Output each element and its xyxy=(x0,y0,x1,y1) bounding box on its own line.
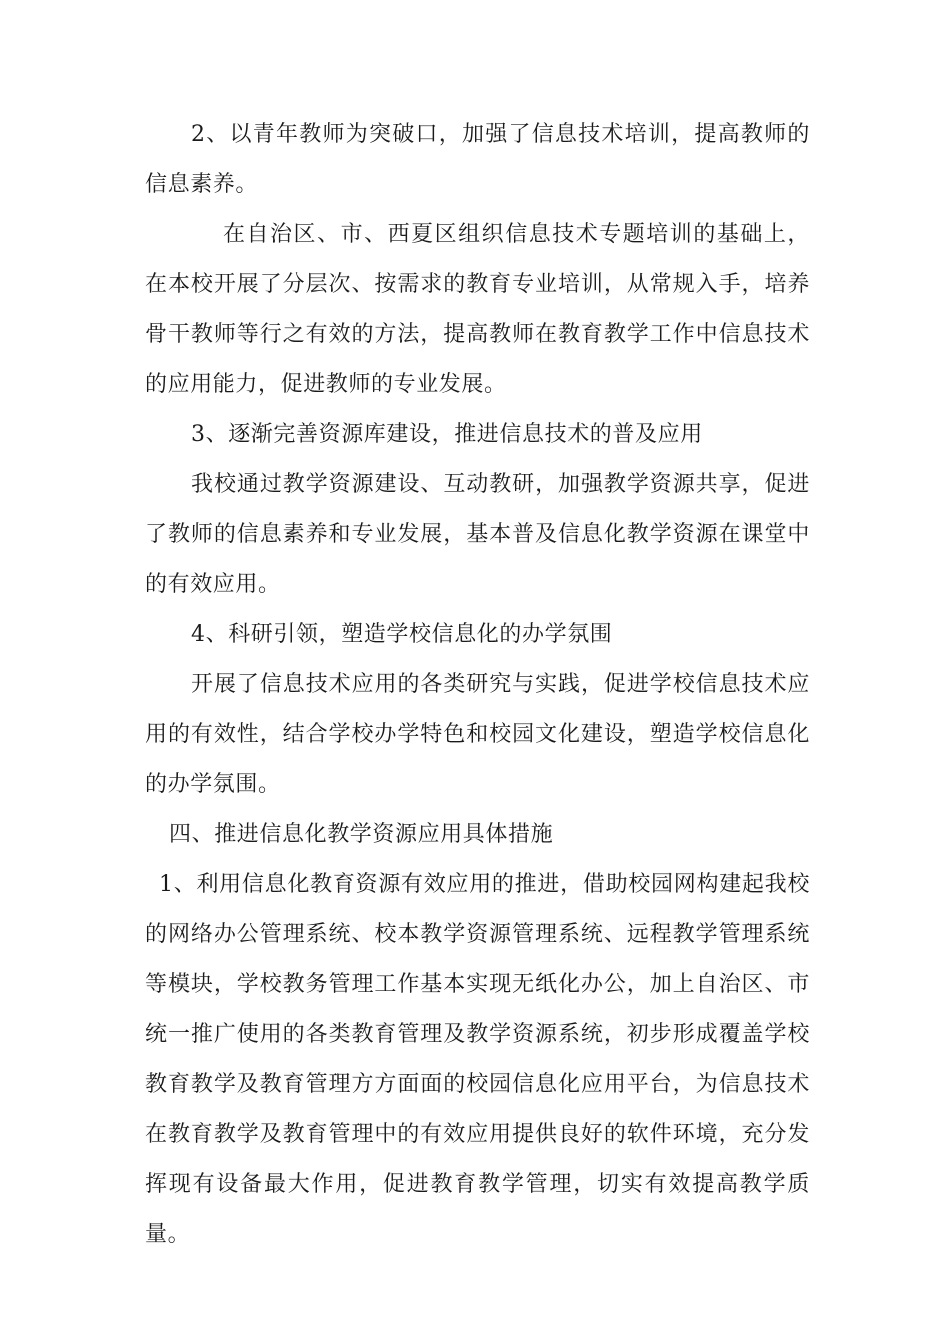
paragraph-resource-library-body: 我校通过教学资源建设、互动教研，加强教学资源共享，促进了教师的信息素养和专业发展，基本普及信息化教学资源在课堂中的有效应用。 xyxy=(145,472,810,597)
paragraph-resource-library-heading: 3、逐渐完善资源库建设，推进信息技术的普及应用 xyxy=(191,422,703,447)
paragraph-measure-one: 1、利用信息化教育资源有效应用的推进，借助校园网构建起我校的网络办公管理系统、校本教学资源管理系统、远程教学管理系统等模块，学校教务管理工作基本实现无纸化办公，加上自治区、市统一推广使用的各类教育管理及教学资源系统，初步形成覆盖学校教育教学及教育管理方方面面的校园信息化应用平台，为信息技术在教育教学及教育管理中的有效应用提供良好的软件环境，充分发挥现有设备最大作用，促进教育教学管理，切实有效提高教学质量。 xyxy=(145,872,810,1247)
paragraph-teacher-training-heading: 2、以青年教师为突破口，加强了信息技术培训，提高教师的信息素养。 xyxy=(145,122,810,197)
document-body xyxy=(145,110,810,1260)
paragraph-research-heading: 4、科研引领，塑造学校信息化的办学氛围 xyxy=(191,622,613,647)
section-four-heading: 四、推进信息化教学资源应用具体措施 xyxy=(169,822,554,847)
paragraph-teacher-training-body: 在自治区、市、西夏区组织信息技术专题培训的基础上，在本校开展了分层次、按需求的教育专业培训，从常规入手，培养骨干教师等行之有效的方法，提高教师在教育教学工作中信息技术的应用能力，促进教师的专业发展。 xyxy=(145,222,810,397)
paragraph-research-body: 开展了信息技术应用的各类研究与实践，促进学校信息技术应用的有效性，结合学校办学特色和校园文化建设，塑造学校信息化的办学氛围。 xyxy=(145,672,810,797)
